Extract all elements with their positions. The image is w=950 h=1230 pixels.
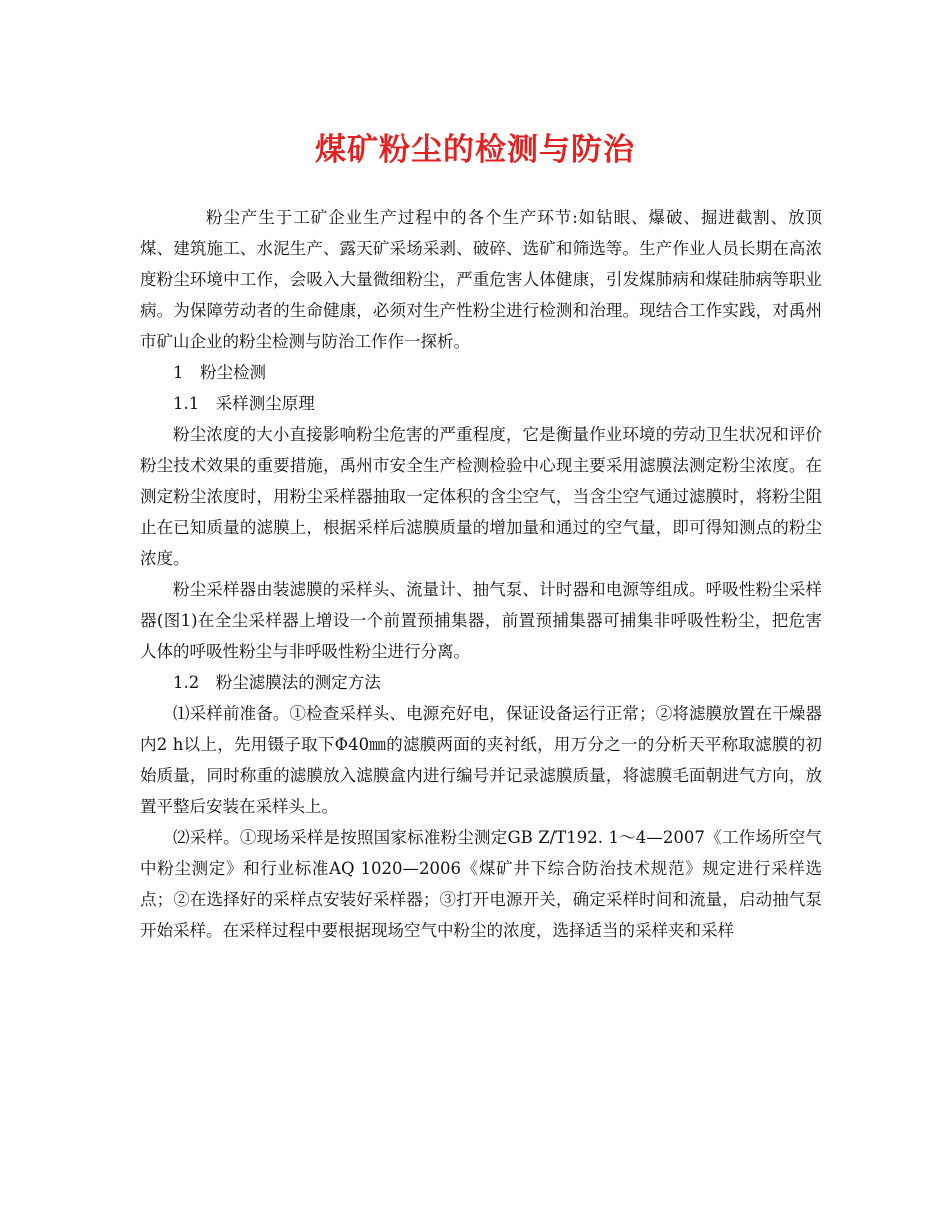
section-heading-1-2: 1.2 粉尘滤膜法的测定方法 (173, 673, 381, 692)
document-title: 煤矿粉尘的检测与防治 (315, 132, 635, 168)
paragraph-1-1-a: 粉尘浓度的大小直接影响粉尘危害的严重程度，它是衡量作业环境的劳动卫生状况和评价粉尘技术效果的重要措施，禹州市安全生产检测检验中心现主要采用滤膜法测定粉尘浓度。在测定粉尘浓度时，用粉尘采样器抽取一定体积的含尘空气，当含尘空气通过滤膜时，将粉尘阻止在已知质量的滤膜上，根据采样后滤膜质量的增加量和通过的空气量，即可得知测点的粉尘浓度。 (140, 425, 822, 568)
intro-paragraph: 粉尘产生于工矿企业生产过程中的各个生产环节:如钻眼、爆破、掘进截割、放顶煤、建筑施工、水泥生产、露天矿采场采剥、破碎、选矿和筛选等。生产作业人员长期在高浓度粉尘环境中工作，会吸入大量微细粉尘，严重危害人体健康，引发煤肺病和煤硅肺病等职业病。为保障劳动者的生命健康，必须对生产性粉尘进行检测和治理。现结合工作实践，对禹州市矿山企业的粉尘检测与防治工作作一探析。 (140, 208, 822, 351)
paragraph-1-2-b: ⑵采样。①现场采样是按照国家标准粉尘测定GB Z/T192. 1～4—2007《工作场所空气中粉尘测定》和行业标准AQ 1020—2006《煤矿井下综合防治技术规范》规定进行采样选点；②在选择好的采样点安装好采样器；③打开电源开关，确定采样时间和流量，启动抽气泵开始采样。在采样过程中要根据现场空气中粉尘的浓度，选择适当的采样夹和采样 (140, 828, 822, 940)
section-heading-1-1: 1.1 采样测尘原理 (173, 394, 315, 413)
paragraph-1-2-a: ⑴采样前准备。①检查采样头、电源充好电，保证设备运行正常；②将滤膜放置在干燥器内2 h以上，先用镊子取下Φ40㎜的滤膜两面的夹衬纸，用万分之一的分析天平称取滤膜的初始质量，同时称重的滤膜放入滤膜盒内进行编号并记录滤膜质量，将滤膜毛面朝进气方向，放置平整后安装在采样头上。 (140, 704, 822, 816)
section-heading-1: 1 粉尘检测 (173, 363, 266, 382)
paragraph-1-1-b: 粉尘采样器由装滤膜的采样头、流量计、抽气泵、计时器和电源等组成。呼吸性粉尘采样器(图1)在全尘采样器上增设一个前置预捕集器，前置预捕集器可捕集非呼吸性粉尘，把危害人体的呼吸性粉尘与非呼吸性粉尘进行分离。 (140, 580, 822, 661)
document-body (140, 202, 822, 946)
